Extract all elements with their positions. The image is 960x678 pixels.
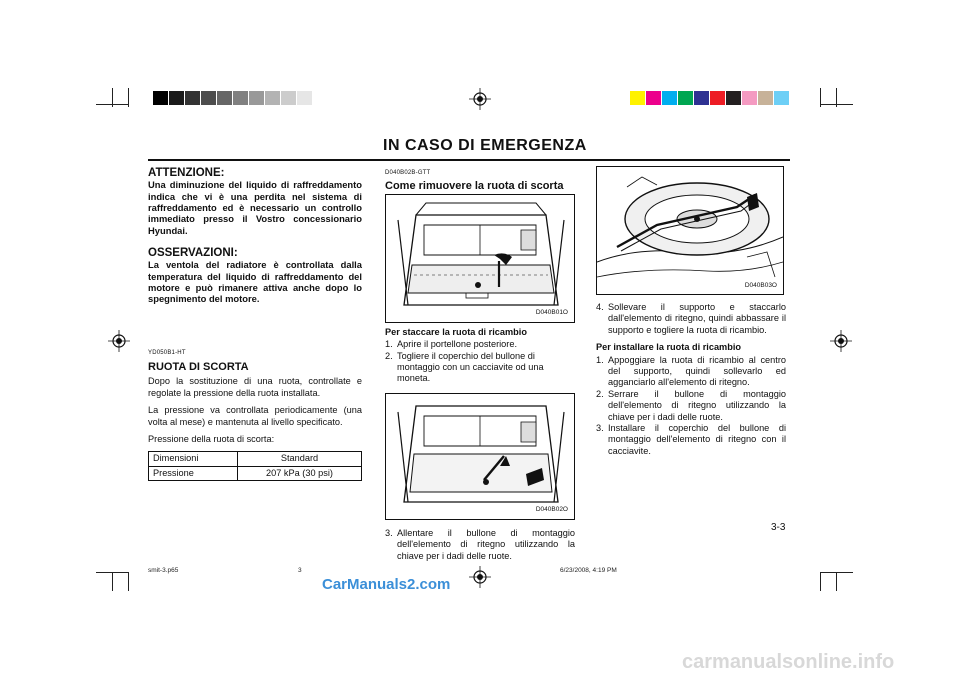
color-swatch bbox=[662, 91, 677, 105]
registration-target-bottom bbox=[469, 566, 491, 588]
color-swatch bbox=[185, 91, 200, 105]
watermark-logo: carmanualsonline.info bbox=[682, 651, 895, 673]
color-swatch bbox=[742, 91, 757, 105]
color-swatch bbox=[201, 91, 216, 105]
list-item: 2. Togliere il coperchio del bullone di montaggio con un cacciavite od una moneta. bbox=[385, 350, 544, 384]
crop-mark bbox=[112, 572, 113, 591]
header-rule bbox=[148, 159, 790, 161]
color-swatch bbox=[265, 91, 280, 105]
page-title: IN CASO DI EMERGENZA bbox=[383, 137, 587, 154]
crop-mark bbox=[836, 572, 837, 591]
page-number: 3-3 bbox=[771, 522, 786, 533]
footer-page: 3 bbox=[298, 567, 302, 574]
color-swatch bbox=[281, 91, 296, 105]
registration-target-right bbox=[830, 330, 852, 352]
color-swatch bbox=[710, 91, 725, 105]
spare-wheel-illustration bbox=[597, 167, 783, 294]
trunk-floor-illustration bbox=[386, 394, 574, 519]
list-item: 4. Sollevare il supporto e staccarlo dall'elemento di ritegno, quindi abbassare il supporto e togliere la ruota di ricambio. bbox=[596, 302, 786, 335]
table-cell: Pressione bbox=[149, 466, 238, 480]
crop-mark bbox=[128, 88, 129, 107]
color-swatch bbox=[297, 91, 312, 105]
column-right bbox=[596, 166, 786, 457]
color-swatch bbox=[217, 91, 232, 105]
warning-title: ATTENZIONE: bbox=[148, 167, 225, 179]
figure-label: D040B01O bbox=[535, 309, 568, 317]
color-swatch bbox=[758, 91, 773, 105]
table-cell: 207 kPa (30 psi) bbox=[237, 466, 361, 480]
list-item: 1. Appoggiare la ruota di ricambio al centro del supporto, quindi sollevarlo ed agganciarlo all'elemento di ritegno. bbox=[596, 354, 786, 388]
registration-target-top bbox=[469, 88, 491, 110]
color-swatch bbox=[169, 91, 184, 105]
trunk-illustration bbox=[386, 195, 574, 322]
watermark-logo: CarManuals2.com bbox=[322, 576, 451, 593]
list-item: 1. Aprire il portellone posteriore. bbox=[385, 339, 518, 350]
figure-trunk-floor bbox=[385, 393, 575, 520]
subsection-title: Per installare la ruota di ricambio bbox=[596, 342, 742, 353]
color-swatch bbox=[153, 91, 168, 105]
color-swatch bbox=[249, 91, 264, 105]
figure-label: D040B03O bbox=[744, 281, 777, 289]
gray-scale-bars bbox=[153, 91, 313, 105]
table-row bbox=[149, 466, 362, 480]
section-title: RUOTA DI SCORTA bbox=[148, 360, 249, 373]
color-bars bbox=[630, 91, 790, 105]
crop-mark bbox=[836, 88, 837, 107]
warning-text: Una diminuzione del liquido di raffreddamento indica che vi è una perdita nel sistema di raffreddamento ed è necessario un controllo immediato presso il Vostro concessionario Hyundai. bbox=[148, 179, 362, 236]
paragraph: Dopo la sostituzione di una ruota, controllate e regolate la pressione della ruota installata. bbox=[148, 376, 362, 398]
paragraph: Pressione della ruota di scorta: bbox=[148, 433, 275, 444]
color-swatch bbox=[646, 91, 661, 105]
color-swatch bbox=[233, 91, 248, 105]
column-middle bbox=[385, 166, 575, 562]
crop-mark bbox=[820, 88, 821, 107]
steps-list bbox=[385, 339, 575, 385]
color-swatch bbox=[726, 91, 741, 105]
footer-date: 6/23/2008, 4:19 PM bbox=[560, 567, 617, 574]
crop-mark bbox=[128, 572, 129, 591]
steps-list bbox=[596, 355, 786, 458]
figure-trunk-open bbox=[385, 194, 575, 323]
footer-file: smit-3.p65 bbox=[148, 567, 179, 574]
section-code: D040B02B-GTT bbox=[385, 170, 431, 176]
paragraph: La pressione va controllata periodicamente (una volta al mese) e mantenuta al livello specificato. bbox=[148, 405, 362, 427]
list-item: 3. Installare il coperchio del bullone di montaggio dell'elemento di ritegno con il cacciavite. bbox=[596, 423, 786, 456]
figure-spare-wheel bbox=[596, 166, 784, 295]
note-text: La ventola del radiatore è controllata dalla temperatura del liquido di raffreddamento del motore e può rimanere attiva anche dopo lo spegnimento del motore. bbox=[148, 259, 362, 305]
column-left bbox=[148, 166, 362, 481]
color-swatch bbox=[678, 91, 693, 105]
table-row bbox=[149, 452, 362, 466]
table-cell: Dimensioni bbox=[149, 452, 238, 466]
table-cell: Standard bbox=[237, 452, 361, 466]
note-title: OSSERVAZIONI: bbox=[148, 246, 238, 259]
color-swatch bbox=[774, 91, 789, 105]
crop-mark bbox=[820, 572, 821, 591]
registration-target-left bbox=[108, 330, 130, 352]
color-swatch bbox=[630, 91, 645, 105]
list-item: 2. Serrare il bullone di montaggio dell'elemento di ritegno utilizzando la chiave per i dadi delle ruote. bbox=[596, 388, 786, 422]
figure-label: D040B02O bbox=[535, 506, 568, 514]
subsection-title: Per staccare la ruota di ricambio bbox=[385, 326, 527, 337]
list-item: 3. Allentare il bullone di montaggio dell'elemento di ritegno utilizzando la chiave per i dadi delle ruote. bbox=[385, 527, 575, 561]
pressure-table bbox=[148, 451, 362, 481]
crop-mark bbox=[112, 88, 113, 107]
steps-list bbox=[596, 302, 786, 336]
section-code: YD050B1-HT bbox=[148, 350, 186, 357]
color-swatch bbox=[694, 91, 709, 105]
section-title: Come rimuovere la ruota di scorta bbox=[385, 180, 564, 193]
steps-list bbox=[385, 528, 575, 562]
